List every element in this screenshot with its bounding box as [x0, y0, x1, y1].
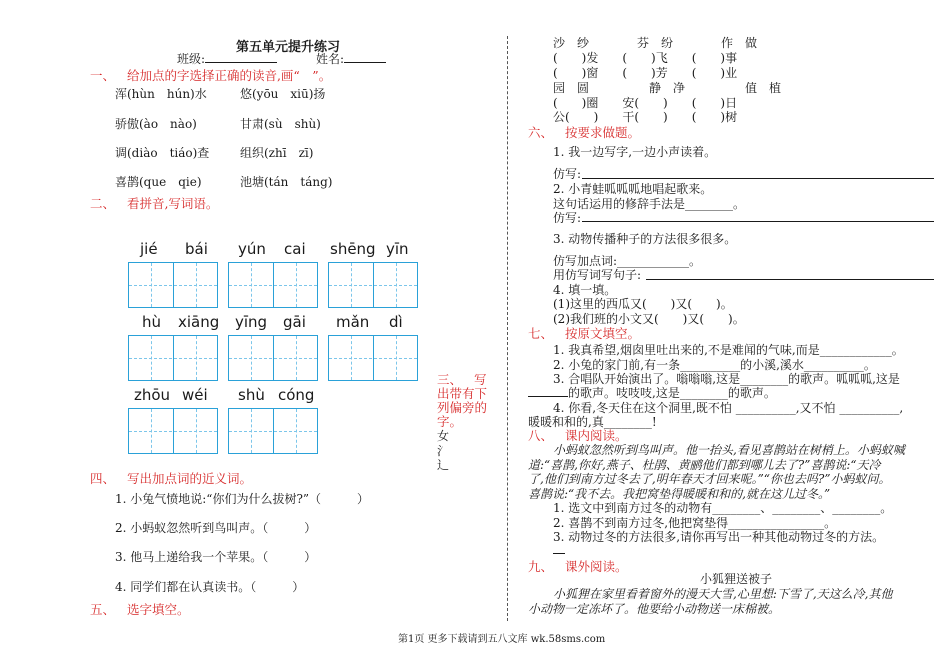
- section-6-number: 六、: [528, 125, 554, 140]
- s6-line: 仿写加点词:____________。: [553, 254, 702, 268]
- s1-item: 骄傲(ào nào): [115, 117, 197, 131]
- s6-line: 4. 填一填。: [553, 283, 617, 297]
- pinyin: zhōu: [134, 386, 171, 404]
- s1-item: 浑(hùn hún)水: [115, 87, 207, 101]
- s7-line: 的歌声。吱吱吱,这是________的歌声。: [568, 386, 776, 400]
- pinyin: cóng: [278, 386, 315, 404]
- story-title: 小狐狸送被子: [700, 572, 773, 586]
- writing-grid[interactable]: [128, 262, 218, 308]
- pinyin: hù: [142, 313, 162, 331]
- pinyin: shēng: [330, 240, 376, 258]
- s5-row: ( )圈 安( ) ( )日: [553, 96, 738, 110]
- pinyin: wéi: [182, 386, 208, 404]
- section-6-title: 按要求做题。: [564, 125, 640, 140]
- section-9-heading: [528, 557, 627, 575]
- section-3-title: 写: [473, 372, 487, 387]
- s8-question: 1. 选文中到南方过冬的动物有________、________、________。: [553, 501, 893, 515]
- section-5-heading: [90, 600, 189, 618]
- passage-line: 道:“喜鹊,你好,燕子、杜鹃、黄鹂他们都到哪儿去了?”喜鹊说:“天冷: [528, 458, 881, 472]
- writing-grid[interactable]: [128, 408, 218, 454]
- s6-line: 1. 我一边写字,一边小声读着。: [553, 145, 717, 159]
- answer-line[interactable]: [582, 221, 934, 222]
- section-9-title: 课外阅读。: [564, 559, 628, 574]
- s4-item: 3. 他马上递给我一个苹果。（ ）: [115, 550, 317, 564]
- pinyin: yún: [238, 240, 266, 258]
- name-field: [316, 50, 386, 67]
- s6-line: 3. 动物传播种子的方法很多很多。: [553, 232, 737, 246]
- pinyin: shù: [238, 386, 265, 404]
- passage-line: 小动物一定冻坏了。他要给小动物送一床棉被。: [528, 602, 781, 616]
- s5-row: ( )窗 ( )芳 ( )业: [553, 66, 738, 80]
- s5-row: 沙 纱 芬 纷 作 做: [553, 36, 758, 50]
- section-4-number: 四、: [90, 471, 116, 486]
- class-label: 班级:: [177, 52, 206, 66]
- section-1-heading: [90, 66, 331, 84]
- s5-row: 园 圆 静 净 值 植: [553, 81, 782, 95]
- s4-item: 1. 小兔气愤地说:“你们为什么拔树?”（ ）: [115, 492, 370, 506]
- radical-water: 氵: [437, 444, 450, 458]
- passage-line: 了,他们到南方过冬去了,明年春天才回来呢。”“你也去吗?”小蚂蚁问。: [528, 472, 891, 486]
- s5-row: ( )发 ( )飞 ( )事: [553, 51, 738, 65]
- class-field: [177, 50, 277, 67]
- s1-item: 甘肃(sù shù): [240, 117, 321, 131]
- section-7-number: 七、: [528, 326, 554, 341]
- section-3-title-line: 字。: [437, 414, 463, 429]
- pinyin: mǎn: [336, 313, 370, 331]
- s6-line: 这句话运用的修辞手法是________。: [553, 197, 746, 211]
- writing-grid[interactable]: [228, 262, 318, 308]
- s8-question: 2. 喜鹊不到南方过冬,他把窝垫得________________。: [553, 516, 837, 530]
- pinyin: cai: [284, 240, 306, 258]
- passage-line: 喜鹊说:“我不去。我把窝垫得暖暖和和的,就在这儿过冬。”: [528, 487, 831, 501]
- footer-text: 第1页 更多下载请到五八文库 wk.58sms.com: [398, 634, 606, 645]
- s1-item: 喜鹊(que qie): [115, 175, 202, 189]
- writing-grid[interactable]: [328, 335, 418, 381]
- pinyin: bái: [185, 240, 208, 258]
- s7-line: 3. 合唱队开始演出了。嗡嗡嗡,这是________的歌声。呱呱呱,这是: [553, 372, 900, 386]
- section-1-number: 一、: [90, 68, 116, 83]
- s6-line: (1)这里的西瓜又( )又( )。: [553, 297, 733, 311]
- column-divider: [507, 36, 508, 621]
- radical-female: 女: [437, 429, 450, 443]
- s1-item: 组织(zhī zī): [240, 146, 314, 160]
- s1-item: 悠(yōu xiū)扬: [240, 87, 326, 101]
- writing-grid[interactable]: [128, 335, 218, 381]
- section-2-heading: [90, 194, 218, 212]
- section-3-title-line: 列偏旁的: [437, 400, 488, 415]
- section-2-title: 看拼音,写词语。: [126, 196, 219, 211]
- section-9-number: 九、: [528, 559, 554, 574]
- answer-line[interactable]: [582, 178, 934, 179]
- section-7-heading: [528, 324, 640, 342]
- passage-line: 小狐狸在家里看着窗外的漫天大雪,心里想:下雪了,天这么冷,其他: [553, 587, 893, 601]
- answer-line[interactable]: [553, 553, 565, 554]
- section-4-title: 写出加点词的近义词。: [126, 471, 252, 486]
- section-8-title: 课内阅读。: [564, 428, 628, 443]
- section-8-number: 八、: [528, 428, 554, 443]
- s6-line: 仿写:: [553, 167, 582, 181]
- answer-line[interactable]: [528, 396, 568, 397]
- writing-grid[interactable]: [328, 262, 418, 308]
- section-1-title: 给加点的字选择正确的读音,画“ ”。: [126, 68, 332, 83]
- section-2-number: 二、: [90, 196, 116, 211]
- s4-item: 4. 同学们都在认真读书。（ ）: [115, 580, 305, 594]
- answer-line[interactable]: [646, 279, 934, 280]
- s8-question: 3. 动物过冬的方法很多,请你再写出一种其他动物过冬的方法。: [553, 530, 885, 544]
- radical-walk: 辶: [437, 458, 450, 472]
- section-3-number: 三、: [437, 372, 463, 387]
- section-7-title: 按原文填空。: [564, 326, 640, 341]
- section-5-title: 选字填空。: [126, 602, 190, 617]
- pinyin: yīng: [235, 313, 268, 331]
- section-6-heading: [528, 123, 640, 141]
- s7-line: 1. 我真希望,烟囱里吐出来的,不是难闻的气味,而是____________。: [553, 343, 904, 357]
- writing-grid[interactable]: [228, 335, 318, 381]
- s7-line: 2. 小兔的家门前,有一条__________的小溪,溪水__________。: [553, 358, 876, 372]
- pinyin: gāi: [283, 313, 306, 331]
- pinyin: dì: [389, 313, 403, 331]
- page-title: 第五单元提升练习: [236, 40, 341, 55]
- section-5-number: 五、: [90, 602, 116, 617]
- s1-item: 池塘(tán táng): [240, 175, 333, 189]
- class-blank[interactable]: [205, 62, 277, 63]
- section-3-title-line: 出带有下: [437, 386, 488, 401]
- s6-line: 用仿写词写句子:: [553, 268, 642, 282]
- s6-line: (2)我们班的小文又( )又( )。: [553, 312, 745, 326]
- pinyin: yīn: [386, 240, 409, 258]
- s7-line: 4. 你看,冬天住在这个洞里,既不怕 __________,又不怕 __________,: [553, 401, 904, 415]
- section-4-heading: [90, 469, 252, 487]
- s1-item: 调(diào tiáo)查: [115, 146, 210, 160]
- name-blank[interactable]: [344, 62, 386, 63]
- pinyin: jié: [140, 240, 158, 258]
- s4-item: 2. 小蚂蚁忽然听到鸟叫声。（ ）: [115, 521, 317, 535]
- s6-line: 仿写:: [553, 211, 582, 225]
- s6-line: 2. 小青蛙呱呱呱地唱起歌来。: [553, 182, 713, 196]
- s7-line: 暖暖和和的,真________!: [528, 415, 657, 429]
- s5-row: 公( ) 干( ) ( )树: [553, 110, 738, 124]
- writing-grid[interactable]: [228, 408, 318, 454]
- passage-line: 小蚂蚁忽然听到鸟叫声。他一抬头,看见喜鹊站在树梢上。小蚂蚁喊: [553, 443, 905, 457]
- name-label: 姓名:: [316, 52, 345, 66]
- pinyin: xiāng: [178, 313, 220, 331]
